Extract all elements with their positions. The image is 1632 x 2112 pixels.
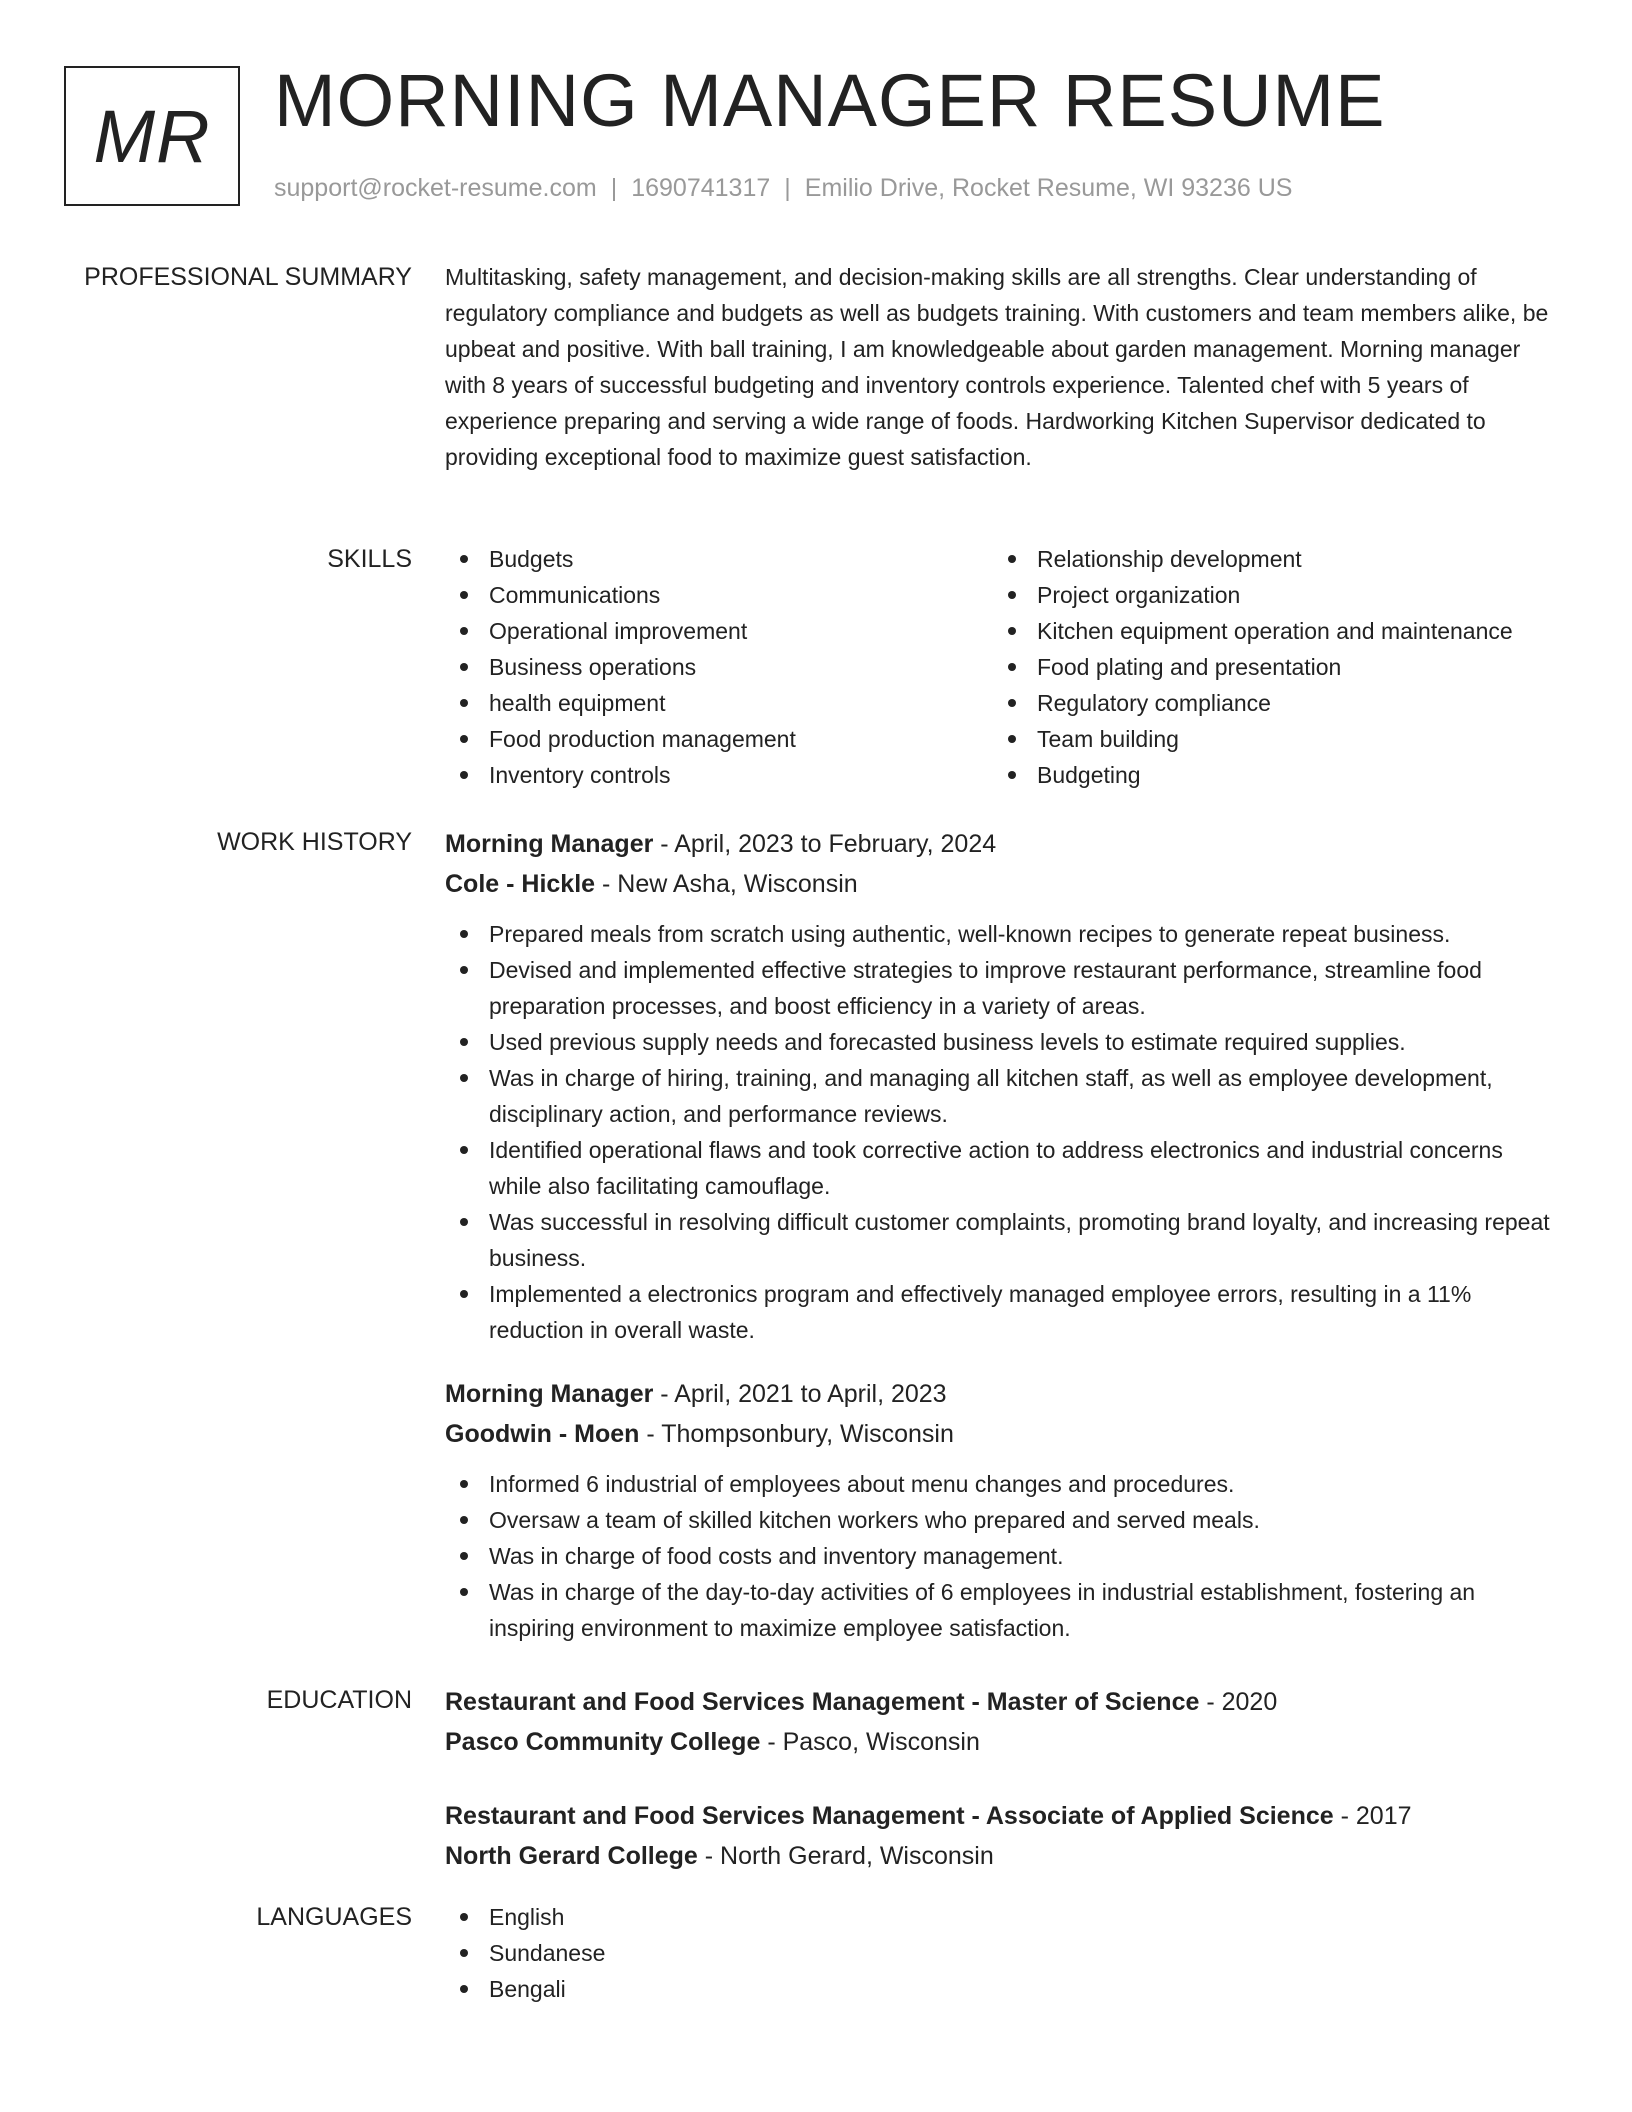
job-bullet: Identified operational flaws and took corrective action to address electronics and industrial concerns while also facilitating camouflage. <box>445 1132 1555 1204</box>
job-entry <box>445 824 1555 1348</box>
job-title: Morning Manager <box>445 1380 654 1408</box>
skill-item: Budgets <box>445 541 993 577</box>
skill-item: Food production management <box>445 721 993 757</box>
monogram: MR <box>64 66 240 206</box>
education-school: Pasco Community College <box>445 1728 761 1756</box>
skill-item: Inventory controls <box>445 757 993 793</box>
job-bullet: Oversaw a team of skilled kitchen workers who prepared and served meals. <box>445 1502 1555 1538</box>
contact-phone: 1690741317 <box>631 174 771 202</box>
education-org-line <box>445 1722 1555 1762</box>
languages-list <box>445 1899 1555 2007</box>
education-year: - 2020 <box>1206 1688 1278 1716</box>
job-bullet: Used previous supply needs and forecasted business levels to estimate required supplies. <box>445 1024 1555 1060</box>
skill-item: Food plating and presentation <box>993 649 1541 685</box>
education-org-line <box>445 1836 1555 1876</box>
job-entry <box>445 1374 1555 1646</box>
section-label-summary: PROFESSIONAL SUMMARY <box>84 263 412 291</box>
education-entry <box>445 1796 1555 1876</box>
education-body <box>445 1682 1555 1910</box>
education-location: - Pasco, Wisconsin <box>767 1728 980 1756</box>
job-bullet: Was in charge of food costs and inventory management. <box>445 1538 1555 1574</box>
job-bullet: Devised and implemented effective strategies to improve restaurant performance, streamline food preparation processes, and boost efficiency in a variety of areas. <box>445 952 1555 1024</box>
language-item: Bengali <box>445 1971 1555 2007</box>
education-location: - North Gerard, Wisconsin <box>704 1842 994 1870</box>
language-item: English <box>445 1899 1555 1935</box>
contact-separator: | <box>610 174 618 202</box>
job-company: Goodwin - Moen <box>445 1420 640 1448</box>
summary-body <box>445 259 1555 475</box>
skill-item: Team building <box>993 721 1541 757</box>
job-bullet: Implemented a electronics program and effectively managed employee errors, resulting in a 11% reduction in overall waste. <box>445 1276 1555 1348</box>
job-bullet: Was in charge of hiring, training, and managing all kitchen staff, as well as employee development, disciplinary action, and performance reviews. <box>445 1060 1555 1132</box>
skill-item: Kitchen equipment operation and maintenance <box>993 613 1541 649</box>
resume-title: MORNING MANAGER RESUME <box>274 59 1386 142</box>
job-company: Cole - Hickle <box>445 870 596 898</box>
section-label-skills: SKILLS <box>327 545 412 573</box>
job-bullets <box>445 916 1555 1348</box>
contact-address: Emilio Drive, Rocket Resume, WI 93236 US <box>804 174 1293 202</box>
job-title: Morning Manager <box>445 830 654 858</box>
languages-body <box>445 1899 1555 2007</box>
job-org-line <box>445 1414 1555 1454</box>
section-label-work: WORK HISTORY <box>217 828 412 856</box>
job-bullets <box>445 1466 1555 1646</box>
job-bullet: Informed 6 industrial of employees about menu changes and procedures. <box>445 1466 1555 1502</box>
job-title-line <box>445 1374 1555 1414</box>
skills-body <box>445 541 1555 793</box>
skill-item: Relationship development <box>993 541 1541 577</box>
job-bullet: Was in charge of the day-to-day activities of 6 employees in industrial establishment, fostering an inspiring environment to maximize employee satisfaction. <box>445 1574 1555 1646</box>
job-bullet: Was successful in resolving difficult customer complaints, promoting brand loyalty, and increasing repeat business. <box>445 1204 1555 1276</box>
summary-text: Multitasking, safety management, and decision-making skills are all strengths. Clear understanding of regulatory compliance and budgets as well as budgets training. With customers and team members alike, be upbeat and positive. With ball training, I am knowledgeable about garden management. Morning manager with 8 years of successful budgeting and inventory controls experience. Talented chef with 5 years of experience preparing and serving a wide range of foods. Hardworking Kitchen Supervisor dedicated to providing exceptional food to maximize guest satisfaction. <box>445 264 1549 470</box>
contact-separator: | <box>784 174 791 202</box>
education-title-line <box>445 1796 1555 1836</box>
skills-list-left <box>445 541 993 793</box>
job-location: - New Asha, Wisconsin <box>602 870 858 898</box>
skill-item: Regulatory compliance <box>993 685 1541 721</box>
skill-item: Project organization <box>993 577 1541 613</box>
job-org-line <box>445 864 1555 904</box>
education-year: - 2017 <box>1340 1802 1412 1830</box>
education-school: North Gerard College <box>445 1842 698 1870</box>
education-degree: Restaurant and Food Services Management - Associate of Applied Science <box>445 1802 1334 1830</box>
skill-item: Operational improvement <box>445 613 993 649</box>
education-title-line <box>445 1682 1555 1722</box>
skill-item: health equipment <box>445 685 993 721</box>
contact-email: support@rocket-resume.com <box>274 174 597 202</box>
job-dates: - April, 2023 to February, 2024 <box>660 830 997 858</box>
education-entry <box>445 1682 1555 1762</box>
skill-item: Business operations <box>445 649 993 685</box>
job-dates: - April, 2021 to April, 2023 <box>660 1380 947 1408</box>
skills-list-right <box>993 541 1541 793</box>
skill-item: Budgeting <box>993 757 1541 793</box>
work-body <box>445 824 1555 1672</box>
job-bullet: Prepared meals from scratch using authentic, well-known recipes to generate repeat business. <box>445 916 1555 952</box>
language-item: Sundanese <box>445 1935 1555 1971</box>
contact-line <box>274 174 1292 203</box>
section-label-education: EDUCATION <box>266 1686 412 1714</box>
section-label-languages: LANGUAGES <box>256 1903 412 1931</box>
education-degree: Restaurant and Food Services Management - Master of Science <box>445 1688 1200 1716</box>
job-location: - Thompsonbury, Wisconsin <box>646 1420 954 1448</box>
job-title-line <box>445 824 1555 864</box>
skill-item: Communications <box>445 577 993 613</box>
